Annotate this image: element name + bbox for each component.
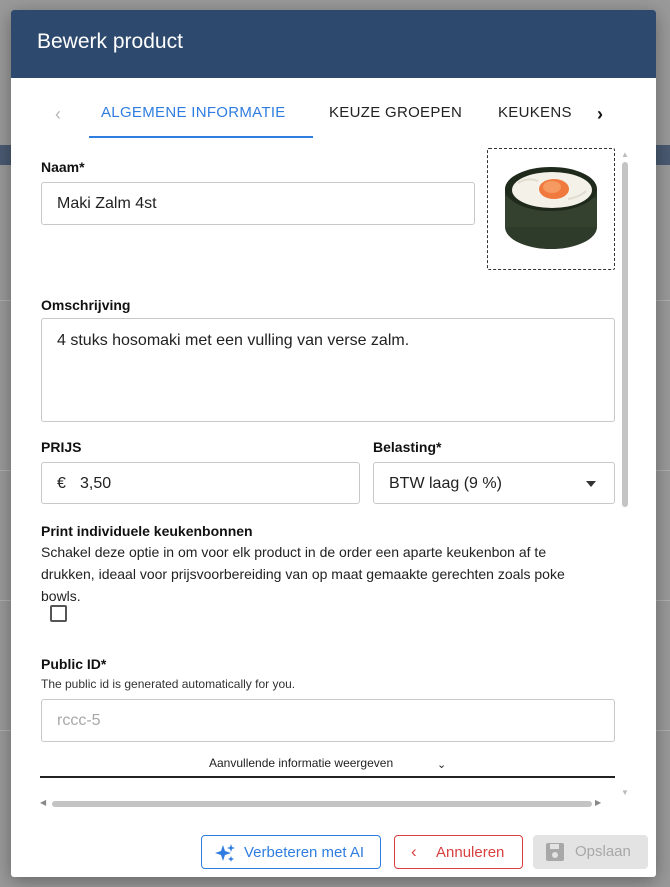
print-tickets-checkbox[interactable] [50, 605, 67, 622]
form-content [11, 146, 656, 808]
tax-value: BTW laag (9 %) [389, 475, 502, 492]
horizontal-scroll-thumb[interactable] [52, 801, 592, 807]
tab-choice-groups[interactable]: KEUZE GROEPEN [329, 104, 463, 121]
description-value: 4 stuks hosomaki met een vulling van verse zalm. [57, 332, 410, 349]
scroll-right-icon[interactable]: ▶ [595, 798, 602, 807]
public-id-label: Public ID* [41, 656, 107, 672]
save-label: Opslaan [575, 843, 631, 860]
public-id-help: The public id is generated automatically for you. [41, 677, 296, 691]
save-button[interactable] [533, 835, 648, 869]
tab-scroll-right-icon[interactable]: › [597, 104, 603, 124]
sushi-roll-image-icon [488, 149, 613, 268]
print-tickets-help-line2: drukken, ideaal voor prijsvoorbereiding van op maat gemaakte gerechten zoals poke [41, 566, 565, 582]
tab-general-info[interactable]: ALGEMENE INFORMATIE [101, 104, 286, 121]
tab-kitchens[interactable]: KEUKENS [498, 104, 572, 121]
euro-icon: € [57, 475, 66, 492]
show-more-info-link[interactable]: Aanvullende informatie weergeven [209, 756, 394, 770]
print-tickets-label: Print individuele keukenbonnen [41, 523, 253, 539]
product-image-upload[interactable] [487, 148, 615, 270]
name-field[interactable] [41, 182, 475, 225]
chevron-down-icon [586, 481, 596, 487]
price-label: PRIJS [41, 439, 82, 455]
vertical-scroll-thumb[interactable] [622, 162, 628, 507]
vertical-scrollbar[interactable] [619, 150, 631, 800]
dialog-header [11, 10, 656, 78]
section-divider [40, 776, 615, 778]
tax-select[interactable] [373, 462, 615, 504]
description-label: Omschrijving [41, 297, 131, 313]
chevron-left-icon: ‹ [411, 842, 417, 861]
price-field[interactable] [41, 462, 360, 504]
name-value: Maki Zalm 4st [57, 195, 157, 212]
tab-scroll-left-icon[interactable]: ‹ [55, 104, 61, 124]
scroll-left-icon[interactable]: ◀ [40, 798, 47, 807]
tax-label: Belasting* [373, 439, 442, 455]
floppy-disk-icon [545, 842, 565, 866]
edit-product-dialog [11, 10, 656, 877]
name-label: Naam* [41, 159, 85, 175]
scroll-down-icon[interactable]: ▼ [621, 788, 629, 797]
public-id-field[interactable] [41, 699, 615, 742]
sparkle-icon [214, 843, 236, 867]
tab-kitchens-clip [498, 104, 580, 126]
scroll-up-icon[interactable]: ▲ [621, 150, 629, 159]
improve-with-ai-label: Verbeteren met AI [244, 844, 365, 861]
print-tickets-help-line1: Schakel deze optie in om voor elk product in de order een aparte keukenbon af te [41, 544, 547, 560]
improve-with-ai-button[interactable] [201, 835, 381, 869]
active-tab-indicator [89, 136, 313, 138]
print-tickets-help-line3: bowls. [41, 588, 81, 604]
description-textarea[interactable] [41, 318, 615, 422]
horizontal-scrollbar[interactable] [40, 800, 600, 808]
public-id-placeholder: rccc-5 [57, 712, 101, 729]
price-value: 3,50 [80, 475, 112, 492]
dialog-title: Bewerk product [37, 30, 183, 53]
chevron-down-icon[interactable]: ⌄ [437, 759, 447, 771]
cancel-label: Annuleren [436, 844, 505, 861]
cancel-button[interactable] [394, 835, 523, 869]
tab-bar [11, 78, 656, 146]
